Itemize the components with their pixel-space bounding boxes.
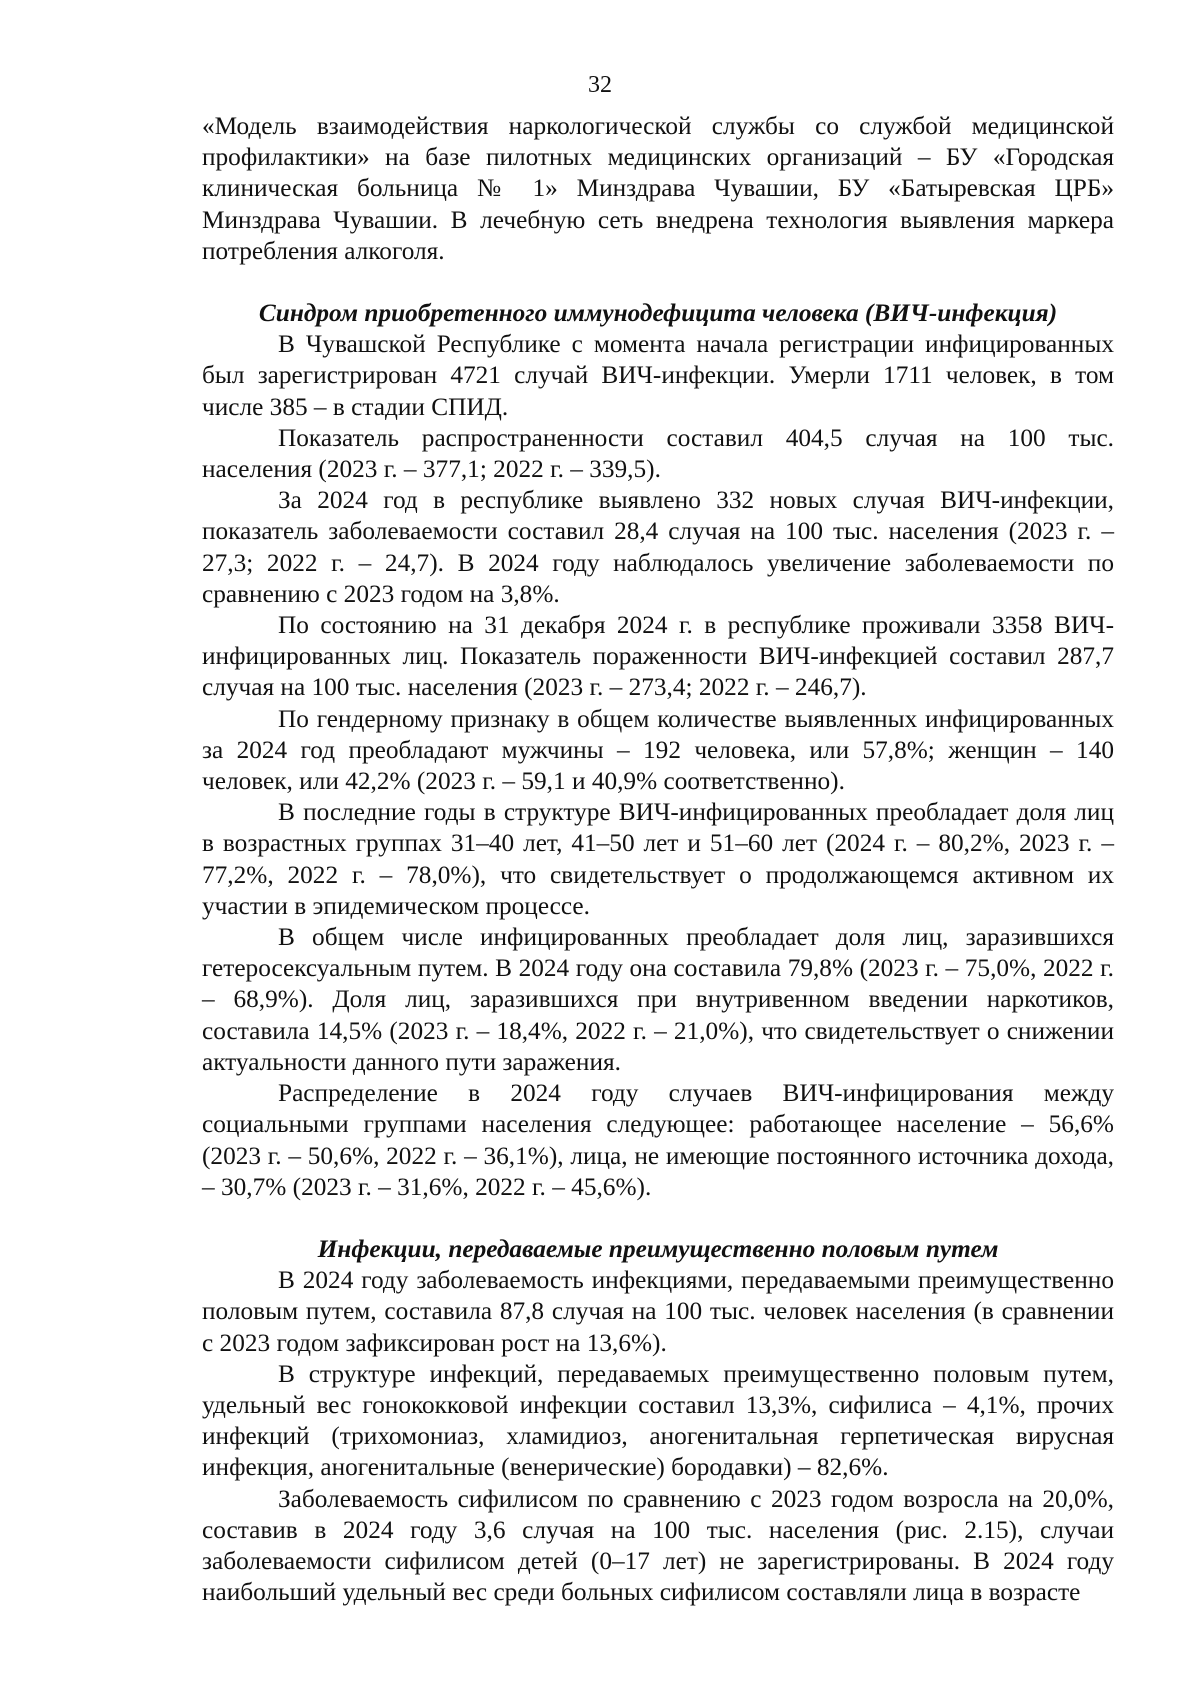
hiv-section-heading: Синдром приобретенного иммунодефицита человека (ВИЧ-инфекция) [258, 299, 1058, 328]
hiv-paragraph: За 2024 год в республике выявлено 332 новых случая ВИЧ-инфекции, показатель заболеваемости составил 28,4 случая на 100 тыс. населения (2023 г. – 27,3; 2022 г. – 24,7). В 2024 году наблюдалось увеличение заболеваемости по сравнению с 2023 годом на 3,8%. [202, 486, 1114, 608]
section-spacer [202, 267, 1114, 298]
hiv-paragraph: Распределение в 2024 году случаев ВИЧ-инфицирования между социальными группами населения следующее: работающее население – 56,6% (2023 г. – 50,6%, 2022 г. – 36,1%), лица, не имеющие постоянного источника дохода, – 30,7% (2023 г. – 31,6%, 2022 г. – 45,6%). [202, 1079, 1114, 1201]
hiv-paragraph: В общем числе инфицированных преобладает доля лиц, заразившихся гетеросексуальным путем. В 2024 году она составила 79,8% (2023 г. – 75,0%, 2022 г. – 68,9%). Доля лиц, заразившихся при внутривенном введении наркотиков, составила 14,5% (2023 г. – 18,4%, 2022 г. – 21,0%), что свидетельствует о снижении актуальности данного пути заражения. [202, 923, 1114, 1076]
opening-paragraph: «Модель взаимодействия наркологической службы со службой медицинской профилактики» на базе пилотных медицинских организаций – БУ «Городская клиническая больница № 1» Минздрава Чувашии, БУ «Батыревская ЦРБ» Минздрава Чувашии. В лечебную сеть внедрена технология выявления маркера потребления алкоголя. [202, 112, 1114, 265]
section-spacer [202, 1203, 1114, 1234]
page-number: 32 [588, 72, 612, 98]
sti-section [202, 1234, 1114, 1608]
sti-paragraph: Заболеваемость сифилисом по сравнению с 2023 годом возросла на 20,0%, составив в 2024 году 3,6 случая на 100 тыс. населения (рис. 2.15), случаи заболеваемости сифилисом детей (0–17 лет) не зарегистрированы. В 2024 году наибольший удельный вес среди больных сифилисом составляли лица в возрасте [202, 1484, 1114, 1607]
hiv-paragraph: По состоянию на 31 декабря 2024 г. в республике проживали 3358 ВИЧ-инфицированных лиц. Показатель пораженности ВИЧ-инфекцией составил 287,7 случая на 100 тыс. населения (2023 г. – 273,4; 2022 г. – 246,7). [202, 611, 1114, 702]
sti-paragraph: В структуре инфекций, передаваемых преимущественно половым путем, удельный вес гонококковой инфекции составил 13,3%, сифилиса – 4,1%, прочих инфекций (трихомониаз, хламидиоз, аногенитальная герпетическая вирусная инфекция, аногенитальные (венерические) бородавки) – 82,6%. [202, 1359, 1114, 1482]
sti-section-heading: Инфекции, передаваемые преимущественно половым путем [317, 1234, 999, 1263]
hiv-section [202, 298, 1114, 1203]
hiv-paragraph: Показатель распространенности составил 404,5 случая на 100 тыс. населения (2023 г. – 377,1; 2022 г. – 339,5). [202, 423, 1114, 484]
hiv-paragraph: В последние годы в структуре ВИЧ-инфицированных преобладает доля лиц в возрастных группах 31–40 лет, 41–50 лет и 51–60 лет (2024 г. – 80,2%, 2023 г. – 77,2%, 2022 г. – 78,0%), что свидетельствует о продолжающемся активном их участии в эпидемическом процессе. [202, 798, 1114, 920]
page-content [202, 111, 1114, 1608]
hiv-paragraph: По гендерному признаку в общем количестве выявленных инфицированных за 2024 год преобладают мужчины – 192 человека, или 57,8%; женщин – 140 человек, или 42,2% (2023 г. – 59,1 и 40,9% соответственно). [202, 704, 1114, 796]
sti-paragraph: В 2024 году заболеваемость инфекциями, передаваемыми преимущественно половым путем, составила 87,8 случая на 100 тыс. человек населения (в сравнении с 2023 годом зафиксирован рост на 13,6%). [202, 1266, 1114, 1357]
hiv-paragraph: В Чувашской Республике с момента начала регистрации инфицированных был зарегистрирован 4721 случай ВИЧ-инфекции. Умерли 1711 человек, в том числе 385 – в стадии СПИД. [202, 330, 1114, 421]
